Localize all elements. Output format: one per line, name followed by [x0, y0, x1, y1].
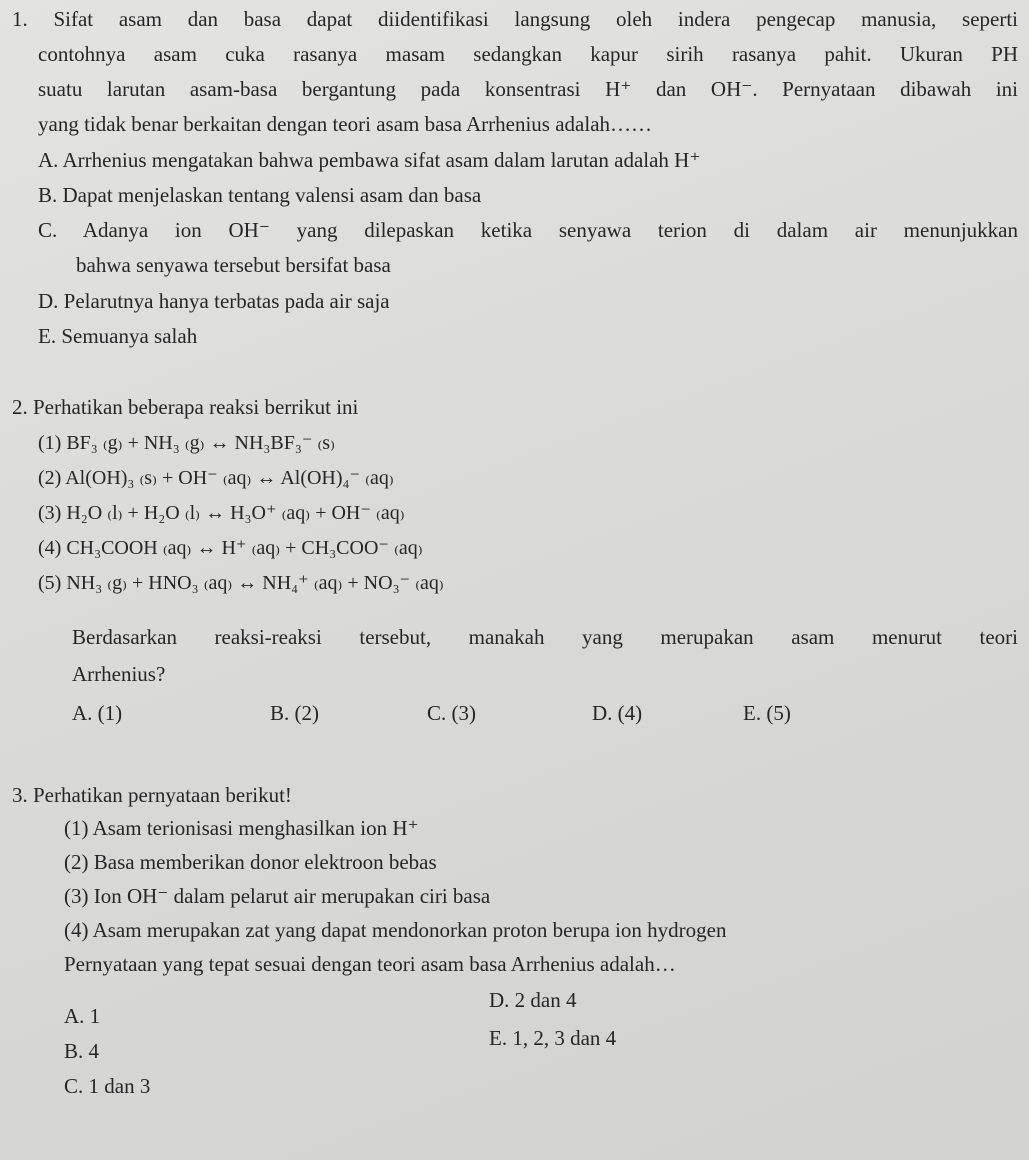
- q3-option-c: C. 1 dan 3: [64, 1074, 151, 1098]
- q1-option-c: C. Adanya ion OH⁻ yang dilepaskan ketika senyawa terion di dalam air menunjukkan: [38, 218, 1018, 242]
- q1-option-e: E. Semuanya salah: [38, 324, 198, 348]
- q3-option-d: D. 2 dan 4: [489, 988, 577, 1012]
- q1-option-c-cont: bahwa senyawa tersebut bersifat basa: [76, 253, 391, 277]
- q2-option-d: D. (4): [592, 701, 643, 725]
- q2-reaction-4: (4) CH₃COOH ₍aq₎ ↔ H⁺ ₍aq₎ + CH₃COO⁻ ₍aq₎: [38, 537, 423, 559]
- q3-intro: 3. Perhatikan pernyataan berikut!: [12, 783, 292, 807]
- q2-question-line-2: Arrhenius?: [72, 662, 166, 686]
- q1-option-d: D. Pelarutnya hanya terbatas pada air saja: [38, 289, 390, 313]
- q1-line-2: contohnya asam cuka rasanya masam sedangkan kapur sirih rasanya pahit. Ukuran PH: [38, 42, 1018, 66]
- q1-option-a: A. Arrhenius mengatakan bahwa pembawa sifat asam dalam larutan adalah H⁺: [38, 148, 701, 172]
- q3-option-a: A. 1: [64, 1004, 101, 1028]
- q3-question: Pernyataan yang tepat sesuai dengan teori asam basa Arrhenius adalah…: [64, 952, 676, 976]
- q2-reaction-3: (3) H₂O ₍l₎ + H₂O ₍l₎ ↔ H₃O⁺ ₍aq₎ + OH⁻ ₍aq₎: [38, 502, 405, 524]
- q2-reaction-5: (5) NH₃ ₍g₎ + HNO₃ ₍aq₎ ↔ NH₄⁺ ₍aq₎ + NO₃⁻ ₍aq₎: [38, 572, 444, 594]
- q2-option-a: A. (1): [72, 701, 123, 725]
- q3-statement-2: (2) Basa memberikan donor elektroon bebas: [64, 850, 437, 874]
- q1-option-b: B. Dapat menjelaskan tentang valensi asam dan basa: [38, 183, 482, 207]
- q3-option-b: B. 4: [64, 1039, 100, 1063]
- q2-reaction-1: (1) BF₃ ₍g₎ + NH₃ ₍g₎ ↔ NH₃BF₃⁻ ₍s₎: [38, 432, 336, 454]
- q2-reaction-2: (2) Al(OH)₃ ₍s₎ + OH⁻ ₍aq₎ ↔ Al(OH)₄⁻ ₍aq₎: [38, 467, 394, 489]
- q2-option-b: B. (2): [270, 701, 319, 725]
- q2-option-c: C. (3): [427, 701, 476, 725]
- q2-option-e: E. (5): [743, 701, 791, 725]
- q3-option-e: E. 1, 2, 3 dan 4: [489, 1026, 617, 1050]
- q1-line-1: 1. Sifat asam dan basa dapat diidentifikasi langsung oleh indera pengecap manusia, seperti: [12, 7, 1018, 31]
- q2-intro: 2. Perhatikan beberapa reaksi berrikut ini: [12, 395, 359, 419]
- q3-statement-3: (3) Ion OH⁻ dalam pelarut air merupakan ciri basa: [64, 884, 491, 908]
- q3-statement-4: (4) Asam merupakan zat yang dapat mendonorkan proton berupa ion hydrogen: [64, 918, 727, 942]
- q3-statement-1: (1) Asam terionisasi menghasilkan ion H⁺: [64, 816, 419, 840]
- q2-question-line-1: Berdasarkan reaksi-reaksi tersebut, manakah yang merupakan asam menurut teori: [72, 625, 1018, 649]
- q1-line-4: yang tidak benar berkaitan dengan teori asam basa Arrhenius adalah……: [38, 112, 653, 136]
- q1-line-3: suatu larutan asam-basa bergantung pada konsentrasi H⁺ dan OH⁻. Pernyataan dibawah ini: [38, 77, 1018, 101]
